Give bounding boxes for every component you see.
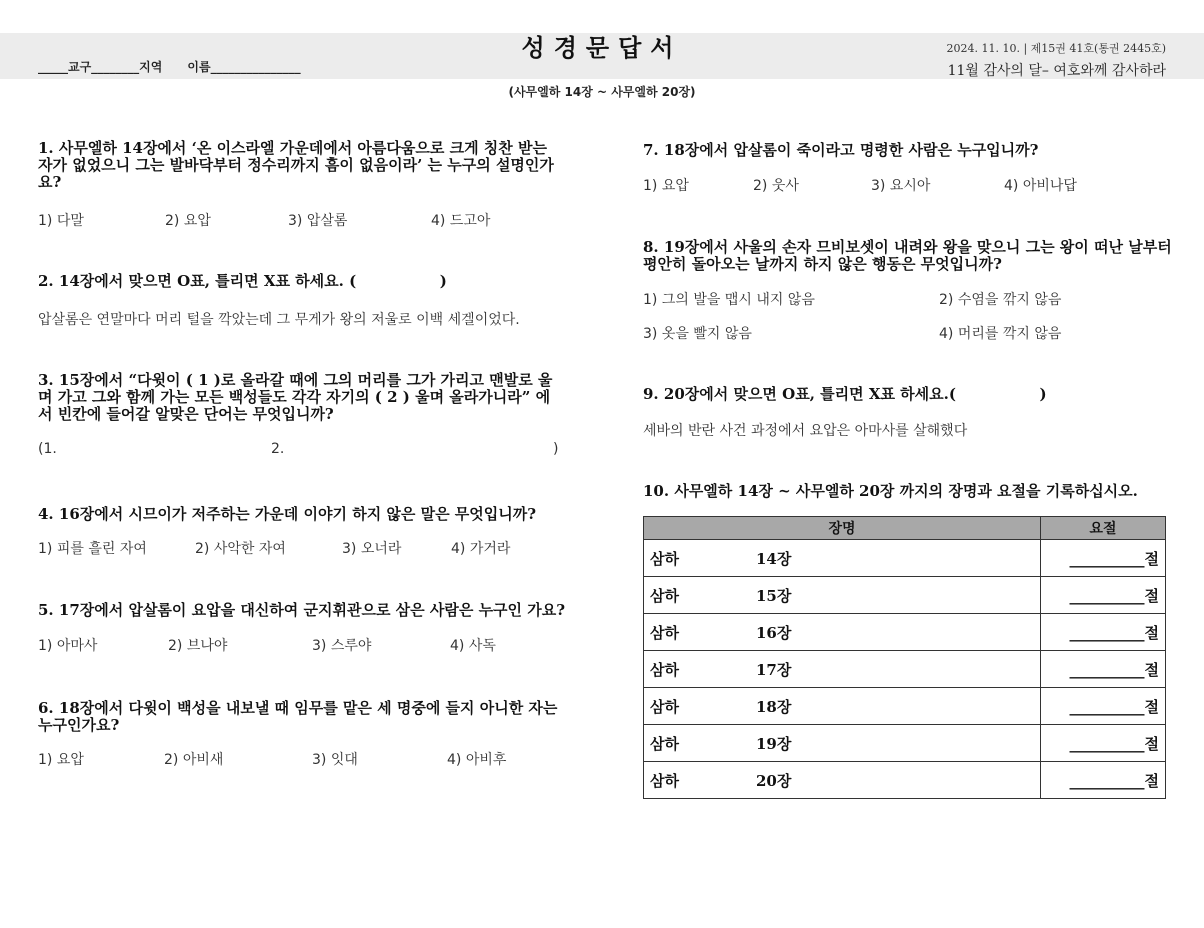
question-line: 6. 18장에서 다윗이 백성을 내보낼 때 임무를 맡은 세 명중에 들지 아니한 자는: [38, 699, 558, 717]
question-2: 2. 14장에서 맞으면 O표, 틀리면 X표 하세요. ( ): [38, 272, 447, 290]
option-1[interactable]: 1) 아마사: [38, 638, 98, 654]
book-label: 삼하: [650, 771, 679, 790]
option-3[interactable]: 3) 잇대: [312, 752, 358, 768]
option-1[interactable]: 1) 요압: [38, 752, 84, 768]
question-line: 3. 15장에서 “다윗이 ( 1 )로 올라갈 때에 그의 머리를 그가 가리고 맨발로 울: [38, 371, 553, 389]
header-chapter-name: 장명: [644, 517, 1041, 540]
table-row: [644, 762, 1166, 799]
question-3: [38, 372, 552, 423]
option-3[interactable]: 3) 스루야: [312, 638, 372, 654]
option-4[interactable]: 4) 가거라: [451, 541, 511, 557]
chapter-cell: [644, 577, 1041, 614]
page-title: 성경문답서: [521, 33, 683, 62]
question-7: 7. 18장에서 압살롬이 죽이라고 명령한 사람은 누구입니까?: [643, 141, 1039, 159]
book-label: 삼하: [650, 734, 679, 753]
question-line: 며 가고 그와 함께 가는 모든 백성들도 각각 자기의 ( 2 ) 울며 올라가니라” 에: [38, 388, 551, 406]
chapter-label: 20장: [756, 771, 792, 790]
question-9: 9. 20장에서 맞으면 O표, 틀리면 X표 하세요.( ): [643, 385, 1047, 403]
table-row: [644, 540, 1166, 577]
question-line: 서 빈칸에 들어갈 알맞은 단어는 무엇입니까?: [38, 405, 334, 423]
question-8: [643, 239, 1172, 273]
table-row: [644, 725, 1166, 762]
option-3[interactable]: 3) 오너라: [342, 541, 402, 557]
table-header-row: [644, 517, 1166, 540]
question-6: [38, 700, 557, 734]
option-1[interactable]: 1) 피를 흘린 자여: [38, 541, 147, 557]
book-label: 삼하: [650, 623, 679, 642]
question-9-statement: 세바의 반란 사건 과정에서 요압은 아마사를 살해했다: [643, 423, 968, 439]
chapter-label: 14장: [756, 549, 792, 568]
option-2[interactable]: 2) 사악한 자여: [195, 541, 286, 557]
chapter-cell: [644, 762, 1041, 799]
question-line: 1. 사무엘하 14장에서 ‘온 이스라엘 가운데에서 아름다움으로 크게 칭찬 받는: [38, 139, 547, 157]
verse-blank[interactable]: __________절: [1041, 725, 1166, 762]
table-row: [644, 688, 1166, 725]
book-label: 삼하: [650, 660, 679, 679]
chapter-cell: [644, 725, 1041, 762]
option-2[interactable]: 2) 아비새: [164, 752, 224, 768]
option-3[interactable]: 3) 옷을 빨지 않음: [643, 326, 752, 342]
book-label: 삼하: [650, 586, 679, 605]
option-3[interactable]: 3) 요시아: [871, 178, 931, 194]
book-label: 삼하: [650, 549, 679, 568]
chapter-cell: [644, 651, 1041, 688]
verse-blank[interactable]: __________절: [1041, 614, 1166, 651]
question-line: 누구인가요?: [38, 716, 120, 734]
option-4[interactable]: 4) 아비나답: [1004, 178, 1077, 194]
question-1: [38, 140, 554, 191]
chapter-label: 19장: [756, 734, 792, 753]
option-2[interactable]: 2) 브나야: [168, 638, 228, 654]
option-4[interactable]: 4) 머리를 깍지 않음: [939, 326, 1062, 342]
option-1[interactable]: 1) 그의 발을 맵시 내지 않음: [643, 292, 815, 308]
question-line: 자가 없었으니 그는 발바닥부터 정수리까지 흠이 없음이라’ 는 누구의 설명인가: [38, 156, 554, 174]
option-4[interactable]: 4) 드고아: [431, 213, 491, 229]
option-1[interactable]: 1) 다말: [38, 213, 84, 229]
chapter-label: 15장: [756, 586, 792, 605]
option-4[interactable]: 4) 아비후: [447, 752, 507, 768]
chapter-cell: [644, 540, 1041, 577]
question-2-statement: 압살롬은 연말마다 머리 털을 깍았는데 그 무게가 왕의 저울로 이백 세겔이었다.: [38, 312, 520, 328]
question-10: 10. 사무엘하 14장 ~ 사무엘하 20장 까지의 장명과 요절을 기록하십시오.: [643, 482, 1138, 500]
question-line: 8. 19장에서 사울의 손자 므비보셋이 내려와 왕을 맞으니 그는 왕이 떠난 날부터: [643, 238, 1172, 256]
option-1[interactable]: 1) 요압: [643, 178, 689, 194]
scripture-range: (사무엘하 14장 ~ 사무엘하 20장): [508, 85, 696, 99]
option-2[interactable]: 2) 웃사: [753, 178, 799, 194]
question-line: 평안히 돌아오는 날까지 하지 않은 행동은 무엇입니까?: [643, 255, 1002, 273]
blank-close: ): [553, 441, 559, 457]
verse-blank[interactable]: __________절: [1041, 762, 1166, 799]
book-label: 삼하: [650, 697, 679, 716]
verse-blank[interactable]: __________절: [1041, 540, 1166, 577]
chapter-cell: [644, 614, 1041, 651]
option-3[interactable]: 3) 압살롬: [288, 213, 348, 229]
verse-blank[interactable]: __________절: [1041, 577, 1166, 614]
chapter-cell: [644, 688, 1041, 725]
table-row: [644, 651, 1166, 688]
chapter-label: 17장: [756, 660, 792, 679]
blank-2[interactable]: 2.: [271, 441, 285, 457]
chapter-label: 18장: [756, 697, 792, 716]
question-5: 5. 17장에서 압살롬이 요압을 대신하여 군지휘관으로 삼은 사람은 누구인 가요?: [38, 601, 566, 619]
question-4: 4. 16장에서 시므이가 저주하는 가운데 이야기 하지 않은 말은 무엇입니까?: [38, 505, 537, 523]
table-row: [644, 577, 1166, 614]
blank-1[interactable]: (1.: [38, 441, 57, 457]
option-4[interactable]: 4) 사독: [450, 638, 496, 654]
option-2[interactable]: 2) 요압: [165, 213, 211, 229]
verse-blank[interactable]: __________절: [1041, 688, 1166, 725]
question-line: 요?: [38, 173, 62, 191]
chapter-label: 16장: [756, 623, 792, 642]
header-key-verse: 요절: [1041, 517, 1166, 540]
option-2[interactable]: 2) 수염을 깎지 않음: [939, 292, 1062, 308]
table-row: [644, 614, 1166, 651]
issue-info: 2024. 11. 10. | 제15권 41호(통권 2445호): [946, 42, 1166, 55]
verse-blank[interactable]: __________절: [1041, 651, 1166, 688]
name-fill-line: _____교구________지역 이름_______________: [38, 60, 301, 74]
chapter-verse-table: [643, 516, 1166, 799]
monthly-theme: 11월 감사의 달– 여호와께 감사하라: [947, 63, 1166, 79]
